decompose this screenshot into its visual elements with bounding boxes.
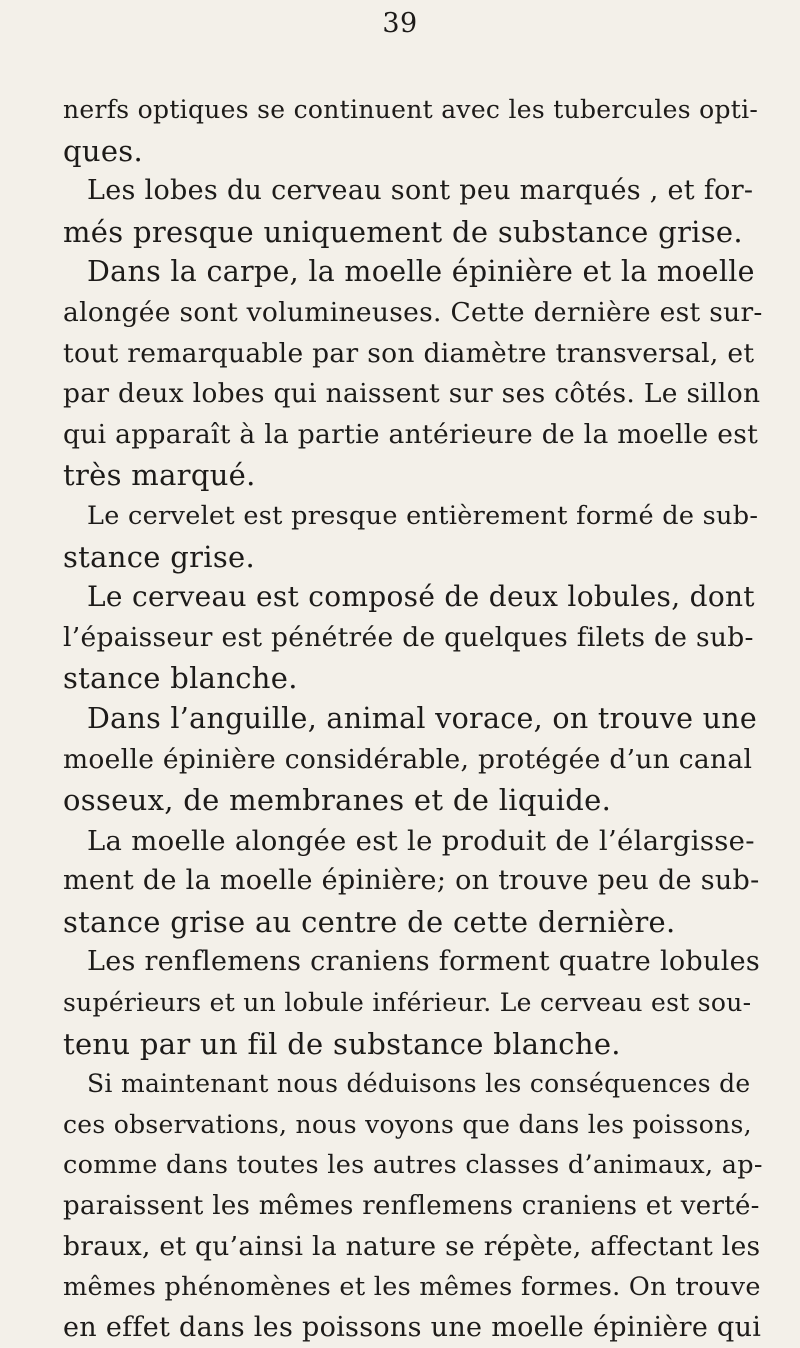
text-line: comme dans toutes les autres classes d’animaux, ap- — [63, 1150, 763, 1181]
text-line: més presque uniquement de substance grise. — [63, 214, 743, 249]
text-line: ces observations, nous voyons que dans les poissons, — [63, 1109, 752, 1139]
text-line: osseux, de membranes et de liquide. — [63, 783, 612, 818]
body-text — [63, 90, 763, 1348]
text-line: ment de la moelle épinière; on trouve peu de sub- — [63, 865, 760, 897]
text-line: stance grise. — [63, 539, 255, 574]
text-line: mêmes phénomènes et les mêmes formes. On trouve — [63, 1272, 761, 1303]
text-line: l’épaisseur est pénétrée de quelques filets de sub- — [63, 621, 754, 653]
text-line: en effet dans les poissons une moelle épinière qui — [63, 1311, 762, 1343]
text-line: Le cervelet est presque entièrement formé de sub- — [87, 500, 759, 531]
text-line: Si maintenant nous déduisons les conséquences de — [87, 1069, 751, 1099]
page-number: 39 — [382, 8, 418, 39]
text-line: stance blanche. — [63, 661, 298, 696]
text-line: braux, et qu’ainsi la nature se répète, affectant les — [63, 1230, 761, 1262]
text-line: Le cerveau est composé de deux lobules, dont — [87, 580, 755, 614]
text-line: alongée sont volumineuses. Cette dernière est sur- — [63, 296, 763, 328]
text-line: Dans l’anguille, animal vorace, on trouve une — [87, 701, 758, 735]
text-line: supérieurs et un lobule inférieur. Le cerveau est sou- — [63, 988, 752, 1018]
text-line: tout remarquable par son diamètre transversal, et — [63, 337, 755, 369]
text-line: tenu par un fil de substance blanche. — [63, 1026, 621, 1061]
text-line: ques. — [63, 133, 144, 168]
text-line: nerfs optiques se continuent avec les tubercules opti- — [63, 95, 759, 124]
text-line: qui apparaît à la partie antérieure de la moelle est — [63, 418, 759, 450]
text-line: stance grise au centre de cette dernière. — [63, 904, 676, 939]
text-line: par deux lobes qui naissent sur ses côtés. Le sillon — [63, 378, 761, 410]
text-line: Les lobes du cerveau sont peu marqués , et for- — [87, 175, 754, 207]
text-line: moelle épinière considérable, protégée d’un canal — [63, 743, 753, 775]
text-line: très marqué. — [63, 458, 256, 493]
text-line: paraissent les mêmes renflemens craniens et verté- — [63, 1191, 760, 1222]
text-line: La moelle alongée est le produit de l’élargisse- — [87, 824, 755, 857]
text-line: Les renflemens craniens forment quatre lobules — [87, 946, 761, 978]
text-line: Dans la carpe, la moelle épinière et la moelle — [87, 255, 755, 289]
